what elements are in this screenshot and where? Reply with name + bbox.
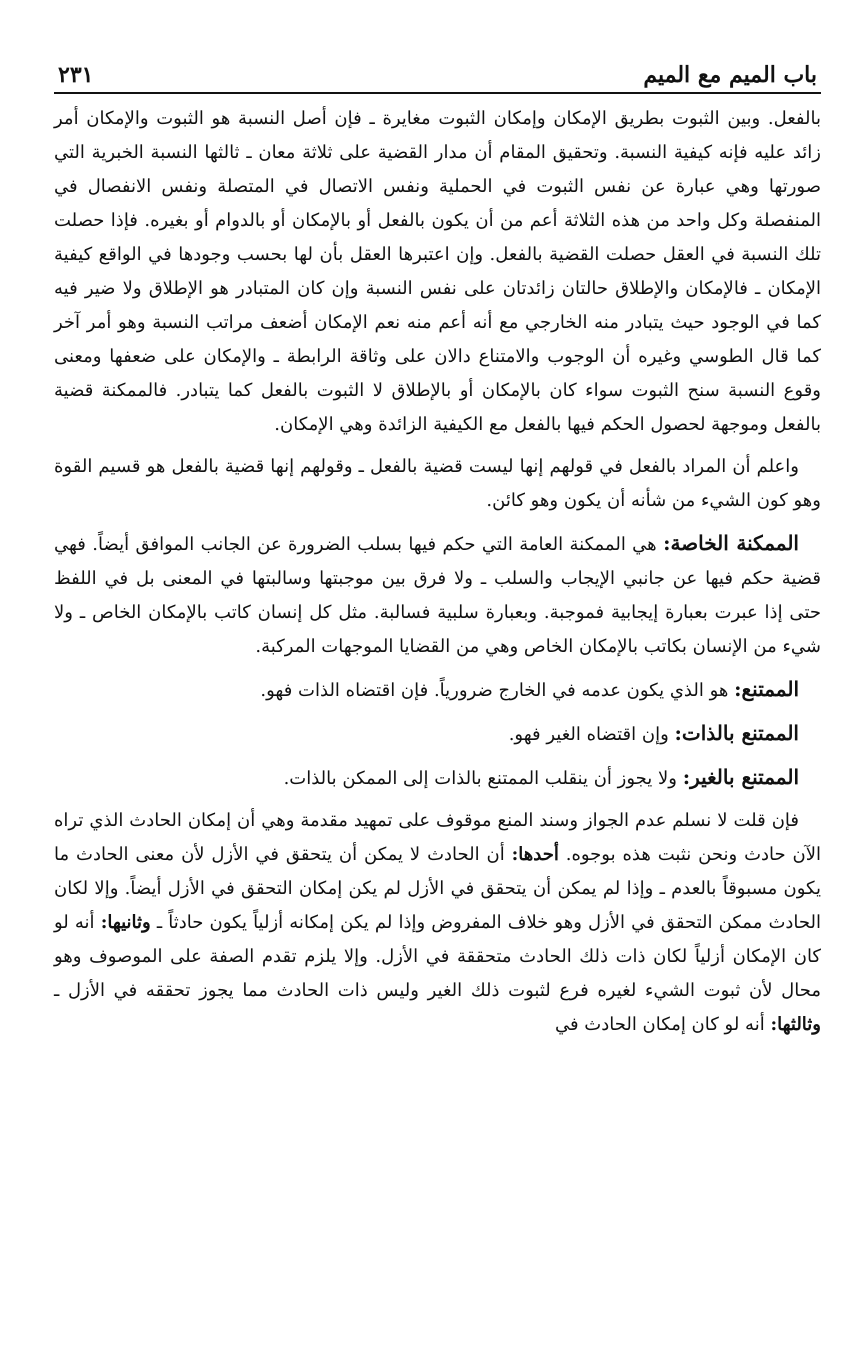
entry-definition: ولا يجوز أن ينقلب الممتنع بالذات إلى الممكن بالذات. [283, 768, 677, 789]
paragraph [54, 804, 821, 1042]
text-run: فإن قلت لا نسلم عدم الجواز وسند المنع موقوف على تمهيد مقدمة وهي أن إمكان الحادث الذي تراه الآن حادث ونحن نثبت هذه بوجوه. [54, 810, 821, 865]
bold-label: وثالثها: [770, 1014, 821, 1035]
entry-term: الممتنع بالغير: [682, 765, 799, 789]
bold-label: أحدها: [511, 844, 559, 865]
running-title: باب الميم مع الميم [643, 62, 817, 88]
entry-definition: هي الممكنة العامة التي حكم فيها بسلب الضرورة عن الجانب الموافق أيضاً. فهي قضية حكم فيها عن جانبي الإيجاب والسلب ـ ولا فرق بين موجبتها وسالبتها في المعنى بل في اللفظ حتى إذا عبرت بعبارة إيجابية فموجبة. وبعبارة سلبية فسالبة. مثل كل إنسان كاتب بالإمكان الخاص ـ ولا شيء من الإنسان بكاتب بالإمكان الخاص وهي من القضايا الموجهات المركبة. [54, 534, 821, 657]
page-body [54, 102, 821, 1042]
bold-label: وثانيها: [100, 912, 151, 933]
glossary-entry [54, 672, 821, 708]
text-run: أنه لو كان إمكان الحادث في [554, 1014, 765, 1035]
entry-term: الممتنع: [734, 677, 799, 701]
paragraph: بالفعل. وبين الثبوت بطريق الإمكان وإمكان الثبوت مغايرة ـ فإن أصل النسبة هو الثبوت والإمكان أمر زائد عليه فإنه كيفية النسبة. وتحقيق المقام أن مدار القضية على ثلاثة معان ـ ثالثها النسبة الخبرية التي صورتها وهي عبارة عن نفس الثبوت في الحملية ونفس الاتصال في المتصلة ونفس الانفصال في المنفصلة وكل واحد من هذه الثلاثة أعم من أن يكون بالفعل أو بالإمكان أو بالدوام أو بغيره. فإذا حصلت تلك النسبة في العقل حصلت القضية بالفعل. وإن اعتبرها العقل بأن لها بحسب وجودها في الواقع كيفية الإمكان ـ فالإمكان والإطلاق حالتان زائدتان على نفس النسبة وإن كان المتبادر هو الإطلاق ولا ضير فيه كما في الوجود حيث يتبادر منه الخارجي مع أنه أعم منه نعم الإمكان أضعف مراتب النسبة وهو أمر آخر كما قال الطوسي وغيره أن الوجوب والامتناع دالان على وثاقة الرابطة ـ والإمكان على ضعفها ومعنى وقوع النسبة سنح الثبوت سواء كان بالإمكان أو بالإطلاق لا الثبوت بالفعل كما يتبادر. فالممكنة قضية بالفعل وموجهة لحصول الحكم فيها بالفعل مع الكيفية الزائدة وهي الإمكان. [54, 108, 821, 435]
page-number: ٢٣١ [58, 62, 94, 88]
entry-definition: وإن اقتضاه الغير فهو. [508, 724, 669, 745]
paragraph: واعلم أن المراد بالفعل في قولهم إنها ليست قضية بالفعل ـ وقولهم إنها قضية بالفعل هو قسيم القوة وهو كون الشيء من شأنه أن يكون وهو كائن. [54, 456, 821, 511]
page-header [54, 52, 821, 94]
text-run: أنه لو كان الإمكان أزلياً لكان ذات ذلك الحادث متحققة في الأزل. وإلا يلزم تقدم الصفة على الموصوف وهو محال لأن ثبوت الشيء لغيره فرع لثبوت ذلك الغير وليس ذات الحادث مما يجوز تحققه في الأزل ـ [54, 912, 821, 1001]
entry-definition: هو الذي يكون عدمه في الخارج ضرورياً. فإن اقتضاه الذات فهو. [260, 680, 729, 701]
glossary-entry [54, 716, 821, 752]
entry-term: الممكنة الخاصة: [663, 531, 799, 555]
glossary-entry [54, 760, 821, 796]
entry-term: الممتنع بالذات: [674, 721, 799, 745]
glossary-entry [54, 526, 821, 664]
text-run: أن الحادث لا يمكن أن يتحقق في الأزل لأن معنى الحادث ما يكون مسبوقاً بالعدم ـ وإذا لم يمكن أن يتحقق في الأزل لم يكن إمكان التحقق في الأزل أيضاً. وإلا لكان الحادث ممكن التحقق في الأزل وهو خلاف المفروض وإذا لم يكن إمكانه أزلياً يكون حادثاً ـ [54, 844, 821, 933]
